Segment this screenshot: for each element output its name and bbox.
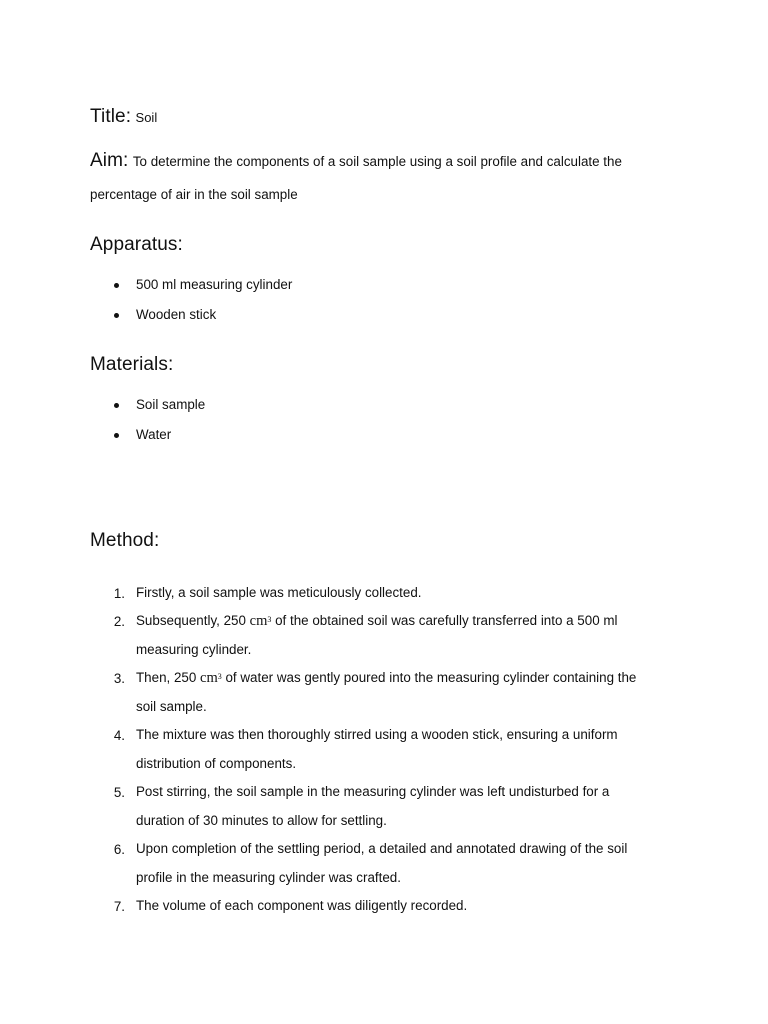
method-step-6-line-2: profile in the measuring cylinder was crafted. [136, 870, 401, 885]
step-2-suffix: of the obtained soil was carefully transferred into a 500 ml [271, 613, 618, 628]
step-number: 3. [113, 671, 125, 686]
step-number: 6. [113, 842, 125, 857]
bullet-icon [114, 313, 119, 318]
unit-cm: cm [200, 670, 218, 686]
step-number: 2. [113, 614, 125, 629]
title-line [90, 106, 157, 128]
method-step-3-line-2: soil sample. [136, 699, 207, 714]
method-step-2-line-1 [136, 614, 618, 629]
method-step-7: The volume of each component was diligently recorded. [136, 898, 468, 913]
method-step-5-line-1: Post stirring, the soil sample in the measuring cylinder was left undisturbed for a [136, 784, 610, 799]
apparatus-item: 500 ml measuring cylinder [136, 277, 293, 292]
step-number: 4. [113, 728, 125, 743]
method-heading: Method: [90, 530, 160, 551]
superscript-3: 3 [217, 672, 222, 681]
aim-text-line-1: To determine the components of a soil sample using a soil profile and calculate the [132, 154, 622, 169]
method-step-4-line-2: distribution of components. [136, 756, 297, 771]
method-step-6-line-1: Upon completion of the settling period, a detailed and annotated drawing of the soil [136, 841, 628, 856]
bullet-icon [114, 433, 119, 438]
step-2-prefix: Subsequently, 250 [136, 613, 250, 628]
aim-label: Aim: [90, 150, 129, 171]
step-number: 5. [113, 785, 125, 800]
step-3-suffix: of water was gently poured into the measuring cylinder containing the [221, 670, 637, 685]
unit-cm: cm [249, 613, 268, 629]
bullet-icon [114, 403, 119, 408]
title-value: Soil [135, 110, 158, 125]
method-step-1: Firstly, a soil sample was meticulously collected. [136, 585, 422, 600]
aim-line-1 [90, 150, 622, 172]
step-number: 7. [113, 899, 125, 914]
materials-heading: Materials: [90, 354, 174, 375]
materials-item: Soil sample [136, 397, 206, 412]
superscript-3: 3 [267, 615, 272, 624]
step-3-prefix: Then, 250 [136, 670, 201, 685]
apparatus-item: Wooden stick [136, 307, 217, 322]
materials-item: Water [136, 427, 172, 442]
method-step-2-line-2: measuring cylinder. [136, 642, 252, 657]
step-number: 1. [113, 586, 125, 601]
title-label: Title: [90, 106, 132, 127]
method-step-4-line-1: The mixture was then thoroughly stirred using a wooden stick, ensuring a uniform [136, 727, 618, 742]
method-step-3-line-1 [136, 671, 636, 686]
aim-text-line-2: percentage of air in the soil sample [90, 187, 298, 202]
method-step-5-line-2: duration of 30 minutes to allow for settling. [136, 813, 387, 828]
apparatus-heading: Apparatus: [90, 234, 183, 255]
bullet-icon [114, 283, 119, 288]
